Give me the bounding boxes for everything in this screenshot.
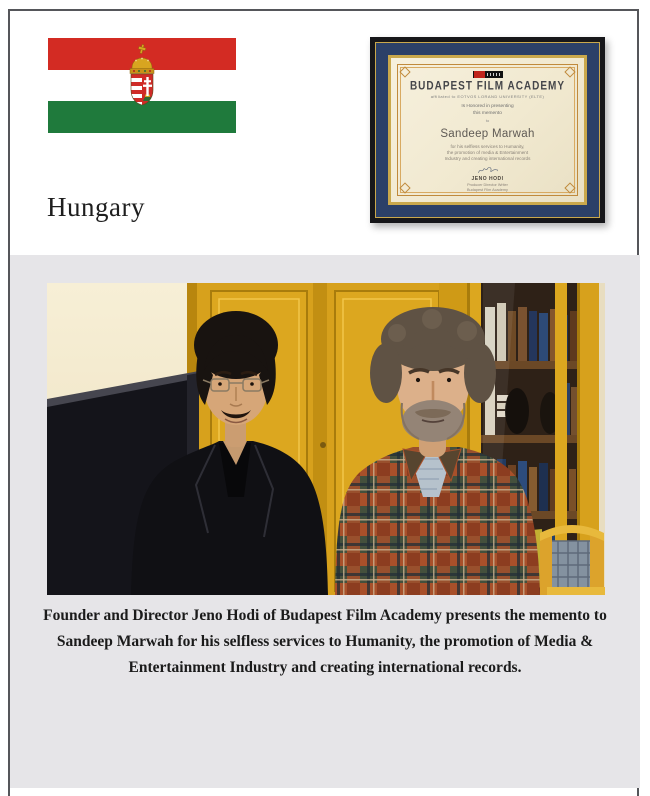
certificate-presenting-line: Is Honored in presenting: [461, 104, 514, 109]
academy-logo-icon: [473, 71, 503, 78]
hungary-flag: [48, 38, 236, 133]
photo-caption: [10, 603, 640, 681]
caption-line-3: Entertainment Industry and creating international records.: [128, 659, 522, 676]
certificate-paper: [388, 55, 587, 205]
certificate-matte: [375, 42, 600, 218]
certificate-citation-line: Industry and creating international records: [444, 156, 531, 162]
certificate-title: BUDAPEST FILM ACADEMY: [409, 80, 566, 93]
certificate-citation-line: for his selfless services to Humanity,: [450, 144, 525, 149]
certificate-presenting-line: this memento: [473, 111, 502, 116]
certificate-plaque: [370, 37, 605, 223]
certificate-presenting-line: to: [485, 118, 490, 123]
caption-line-1: Founder and Director Jeno Hodi of Budapest Film Academy presents the memento to: [43, 607, 607, 624]
flag-stripe-green: [48, 101, 236, 133]
certificate-signatory-name: JENO HODI: [471, 175, 504, 182]
signature-icon: [467, 166, 509, 175]
certificate-signatory-org: Budapest Film Academy: [467, 188, 508, 192]
certificate-signatory-title: Producer Director Writer: [467, 183, 508, 187]
certificate-affiliation: affiliated to EOTVOS LORAND UNIVERSITY (ELTE): [430, 94, 545, 99]
caption-line-2: Sandeep Marwah for his selfless services to Humanity, the promotion of Media &: [56, 633, 594, 650]
hungary-coat-of-arms-icon: [122, 44, 162, 106]
photo-illustration: [47, 283, 605, 595]
country-title: Hungary: [47, 192, 145, 222]
certificate-citation-line: the promotion of media & Entertainment: [446, 150, 529, 156]
certificate-recipient-name: Sandeep Marwah: [440, 128, 535, 140]
